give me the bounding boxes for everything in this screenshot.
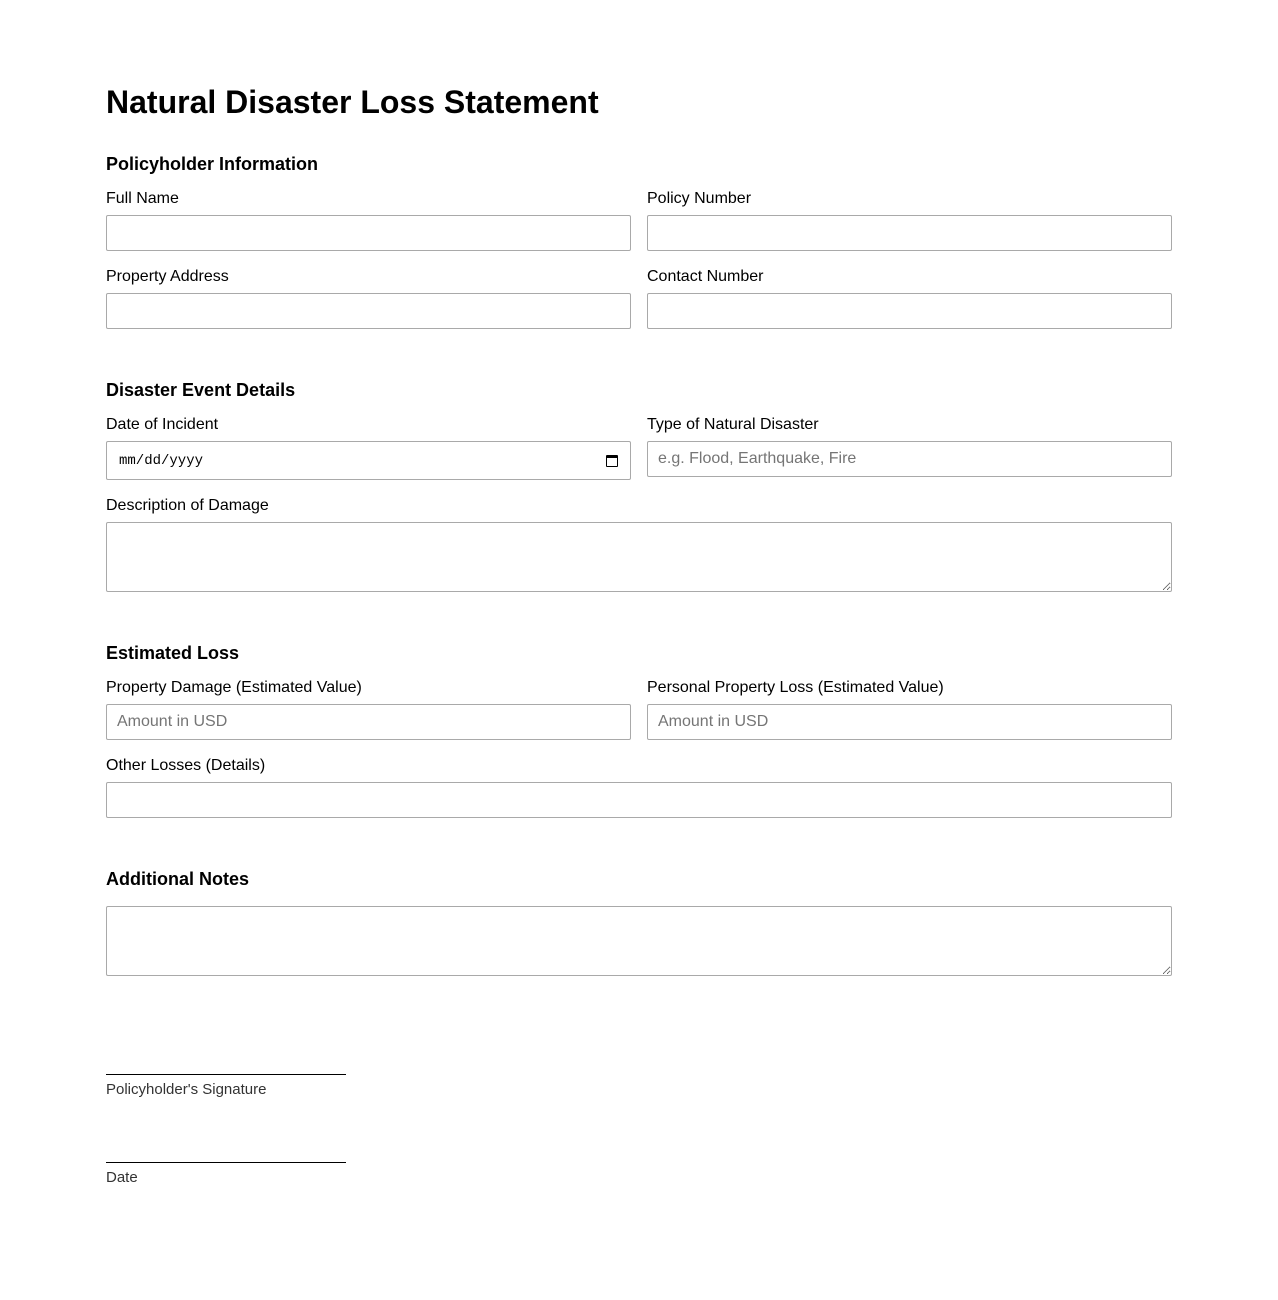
personal-property-label: Personal Property Loss (Estimated Value)	[647, 679, 944, 696]
property-address-input[interactable]	[106, 293, 631, 329]
contact-number-input[interactable]	[647, 293, 1172, 329]
other-losses-label: Other Losses (Details)	[106, 757, 266, 774]
date-of-incident-input[interactable]	[106, 441, 631, 480]
description-label: Description of Damage	[106, 497, 269, 514]
date-placeholder: mm/dd/yyyy	[119, 452, 204, 469]
signature-line	[106, 1074, 346, 1075]
disaster-type-label: Type of Natural Disaster	[647, 416, 819, 433]
personal-property-input[interactable]	[647, 704, 1172, 740]
section-heading-policyholder: Policyholder Information	[106, 154, 319, 174]
date-of-incident-label: Date of Incident	[106, 416, 219, 433]
property-damage-input[interactable]	[106, 704, 631, 740]
property-damage-label: Property Damage (Estimated Value)	[106, 679, 362, 696]
date-signature-line	[106, 1162, 346, 1163]
disaster-type-input[interactable]	[647, 441, 1172, 477]
contact-number-label: Contact Number	[647, 268, 764, 285]
description-textarea[interactable]	[106, 522, 1172, 592]
calendar-icon[interactable]	[606, 455, 618, 467]
property-address-label: Property Address	[106, 268, 229, 285]
policy-number-label: Policy Number	[647, 190, 752, 207]
section-heading-loss: Estimated Loss	[106, 643, 240, 663]
policy-number-input[interactable]	[647, 215, 1172, 251]
signature-label: Policyholder's Signature	[106, 1081, 267, 1098]
full-name-label: Full Name	[106, 190, 179, 207]
other-losses-input[interactable]	[106, 782, 1172, 818]
section-heading-event: Disaster Event Details	[106, 380, 296, 400]
additional-notes-textarea[interactable]	[106, 906, 1172, 976]
date-signature-label: Date	[106, 1169, 138, 1186]
page-title: Natural Disaster Loss Statement	[106, 84, 599, 120]
full-name-input[interactable]	[106, 215, 631, 251]
section-heading-notes: Additional Notes	[106, 869, 249, 889]
